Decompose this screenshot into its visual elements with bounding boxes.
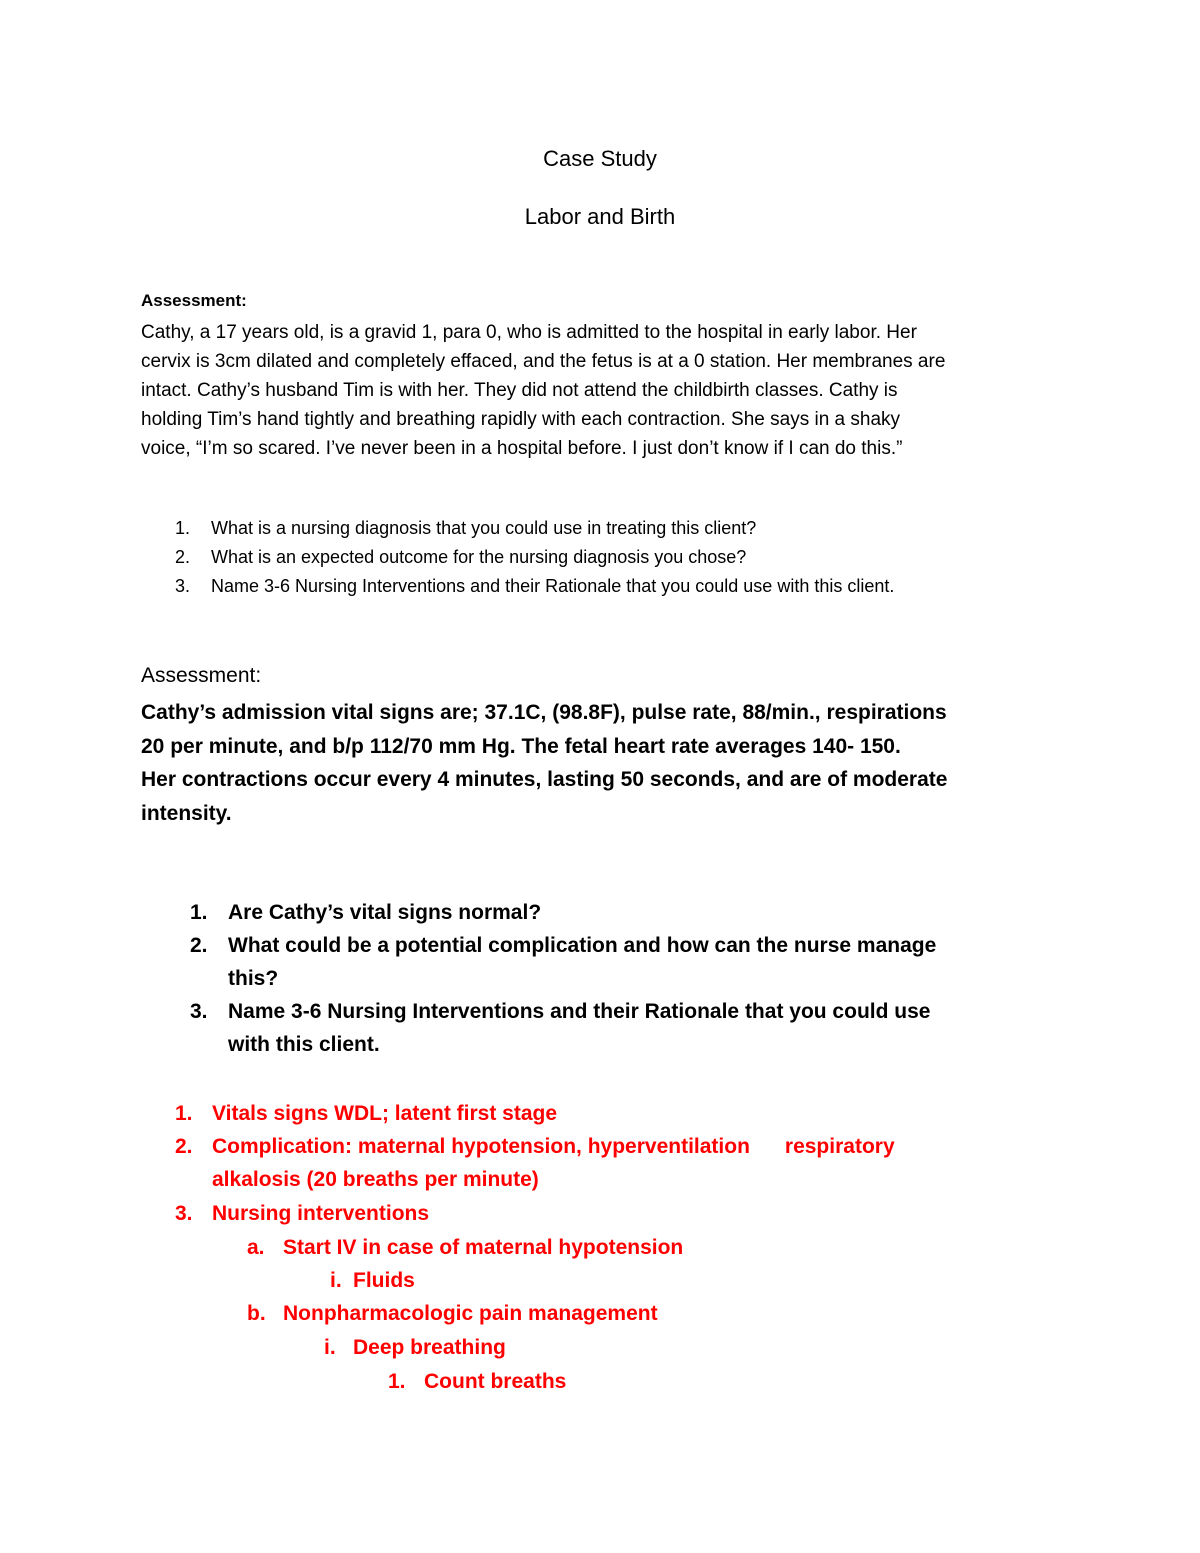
answer-number: a. (247, 1236, 265, 1259)
assessment-paragraph-1 (141, 318, 1071, 463)
question-number: 3. (190, 1000, 208, 1023)
answer-number: 3. (175, 1202, 193, 1225)
answer-number: 2. (175, 1135, 193, 1158)
answer-text: alkalosis (20 breaths per minute) (212, 1168, 539, 1191)
answer-text: Count breaths (424, 1370, 567, 1393)
paragraph-line: Her contractions occur every 4 minutes, lasting 50 seconds, and are of moderate (141, 768, 948, 791)
question-number: 1. (175, 518, 191, 538)
answer-text: Nursing interventions (212, 1202, 430, 1225)
paragraph-line: 20 per minute, and b/p 112/70 mm Hg. The fetal heart rate averages 140- 150. (141, 734, 901, 758)
answer-number: 1. (175, 1102, 193, 1125)
question-number: 1. (190, 901, 208, 924)
assessment-heading-2: Assessment: (141, 664, 262, 687)
answer-number: i. (324, 1336, 336, 1359)
paragraph-line: Cathy, a 17 years old, is a gravid 1, para 0, who is admitted to the hospital in early labor. Her (141, 322, 917, 343)
document-title: Case Study (543, 146, 657, 171)
answer-text: Deep breathing (353, 1336, 506, 1359)
document-subtitle: Labor and Birth (524, 204, 676, 229)
question-number: 2. (190, 934, 208, 957)
paragraph-line: voice, “I’m so scared. I’ve never been in a hospital before. I just don’t know if I can do this.” (141, 438, 903, 459)
paragraph-line: cervix is 3cm dilated and completely effaced, and the fetus is at a 0 station. Her membranes are (141, 351, 946, 372)
answer-text: Fluids (353, 1269, 415, 1292)
question-text: Name 3-6 Nursing Interventions and their Rationale that you could use with this client. (211, 576, 895, 596)
paragraph-line: intensity. (141, 801, 232, 825)
assessment-paragraph-2 (141, 696, 1081, 830)
question-text: What is a nursing diagnosis that you could use in treating this client? (211, 518, 757, 538)
question-text: Name 3-6 Nursing Interventions and their Rationale that you could use (228, 1000, 931, 1023)
paragraph-line: Cathy’s admission vital signs are; 37.1C, (98.8F), pulse rate, 88/min., respirations (141, 701, 947, 724)
answer-text: Complication: maternal hypotension, hyperventilation respiratory (212, 1135, 895, 1158)
answer-number: b. (247, 1302, 266, 1325)
paragraph-line: holding Tim’s hand tightly and breathing rapidly with each contraction. She says in a shaky (141, 409, 901, 430)
question-text: What is an expected outcome for the nursing diagnosis you chose? (211, 547, 747, 567)
question-number: 3. (175, 576, 191, 596)
paragraph-line: intact. Cathy’s husband Tim is with her. They did not attend the childbirth classes. Cathy is (141, 380, 898, 401)
question-number: 2. (175, 547, 191, 567)
assessment-heading-1: Assessment: (141, 291, 247, 310)
question-text: What could be a potential complication and how can the nurse manage (228, 934, 937, 957)
answer-number: 1. (388, 1370, 406, 1393)
question-text: this? (228, 967, 279, 990)
answer-text: Nonpharmacologic pain management (283, 1302, 658, 1325)
answer-text: Start IV in case of maternal hypotension (283, 1236, 684, 1259)
answer-text: Vitals signs WDL; latent first stage (212, 1102, 558, 1125)
question-text: Are Cathy’s vital signs normal? (228, 901, 542, 924)
answer-number: i. (330, 1269, 342, 1292)
question-text: with this client. (228, 1033, 380, 1056)
